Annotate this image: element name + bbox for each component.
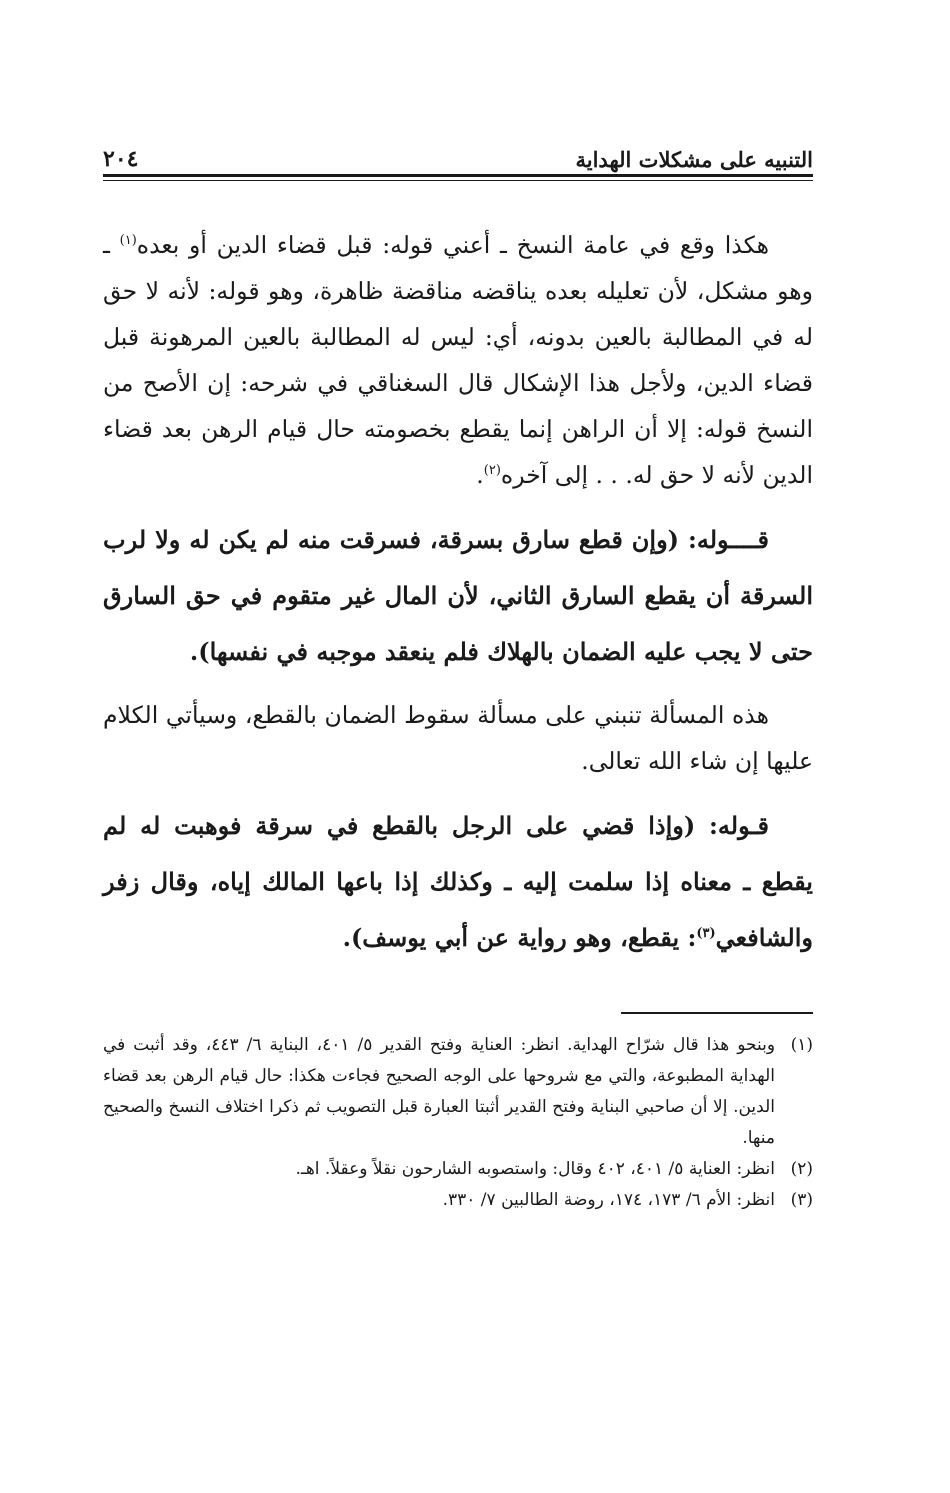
quoted-text-1 <box>103 512 813 680</box>
page-number: ٢٠٤ <box>103 146 139 172</box>
footnote-1 <box>103 1030 813 1154</box>
footnote-number: (٣) <box>790 1190 813 1210</box>
main-text <box>103 222 813 966</box>
footnote-ref-1[interactable]: (١) <box>119 233 137 249</box>
quote-lead: قــــوله: <box>679 525 770 554</box>
paragraph-text: ـ وهو مشكل، لأن تعليله بعده يناقضه مناقضة ظاهرة، وهو قوله: لأنه لا حق له في المطالبة بالعين بدونه، أي: ليس له المطالبة بالعين المرهونة قبل قضاء الدين، ولأجل هذا الإشكال قال السغناقي في شرحه: إن الأصح من النسخ قوله: إلا أن الراهن إنما يقطع بخصومته حال قيام الرهن بعد قضاء الدين لأنه لا حق له. . . إلى آخره <box>103 231 813 489</box>
header-rule-thick <box>103 174 813 177</box>
footnote-2 <box>103 1154 813 1185</box>
book-title: التنبيه على مشكلات الهداية <box>575 147 813 172</box>
quote-text: (وإذا قضي على الرجل بالقطع في سرقة فوهبت له لم يقطع ـ معناه إذا سلمت إليه ـ وكذلك إذا باعها المالك إياه، وقال زفر والشافعي <box>103 811 813 952</box>
quoted-text-2 <box>103 798 813 966</box>
footnote-ref-3[interactable]: (٣) <box>696 926 716 941</box>
footnote-number: (٢) <box>790 1159 813 1179</box>
paragraph-text: . <box>476 461 484 489</box>
footnote-text: انظر: العناية ٥/ ٤٠١، ٤٠٢ وقال: واستصوبه الشارحون نقلاً وعقلاً. اهـ. <box>295 1159 775 1179</box>
commentary-paragraph-2 <box>103 692 813 784</box>
paragraph-text: هكذا وقع في عامة النسخ ـ أعني قوله: قبل قضاء الدين أو بعده <box>136 231 769 259</box>
commentary-paragraph-1 <box>103 222 813 498</box>
footnote-number: (١) <box>790 1035 813 1055</box>
quote-text: : يقطع، وهو رواية عن أبي يوسف). <box>342 923 697 952</box>
header-rule-thin <box>103 180 813 181</box>
quote-text: (وإن قطع سارق بسرقة، فسرقت منه لم يكن له ولا لرب السرقة أن يقطع السارق الثاني، لأن المال غير متقوم في حق السارق حتى لا يجب عليه الضمان بالهلاك فلم ينعقد موجبه في نفسها). <box>103 525 813 666</box>
footnote-text: انظر: الأم ٦/ ١٧٣، ١٧٤، روضة الطالبين ٧/ ٣٣٠. <box>442 1190 775 1210</box>
footnotes <box>103 1030 813 1216</box>
paragraph-text: هذه المسألة تنبني على مسألة سقوط الضمان بالقطع، وسيأتي الكلام عليها إن شاء الله تعالى. <box>103 701 813 775</box>
footnote-ref-2[interactable]: (٢) <box>483 463 501 479</box>
quote-lead: قـوله: <box>695 811 770 840</box>
footnote-separator <box>621 1012 813 1014</box>
footnote-text: وبنحو هذا قال شرّاح الهداية. انظر: العناية وفتح القدير ٥/ ٤٠١، البناية ٦/ ٤٤٣، وقد أثبت في الهداية المطبوعة، والتي مع شروحها على الوجه الصحيح فجاءت هكذا: حال قيام الرهن بعد قضاء الدين. إلا أن صاحبي البناية وفتح القدير أثبتا العبارة قبل التصويب ثم ذكرا اختلاف النسخ والصحيح منها. <box>103 1035 776 1148</box>
footnote-3 <box>103 1185 813 1216</box>
running-header <box>103 132 813 172</box>
